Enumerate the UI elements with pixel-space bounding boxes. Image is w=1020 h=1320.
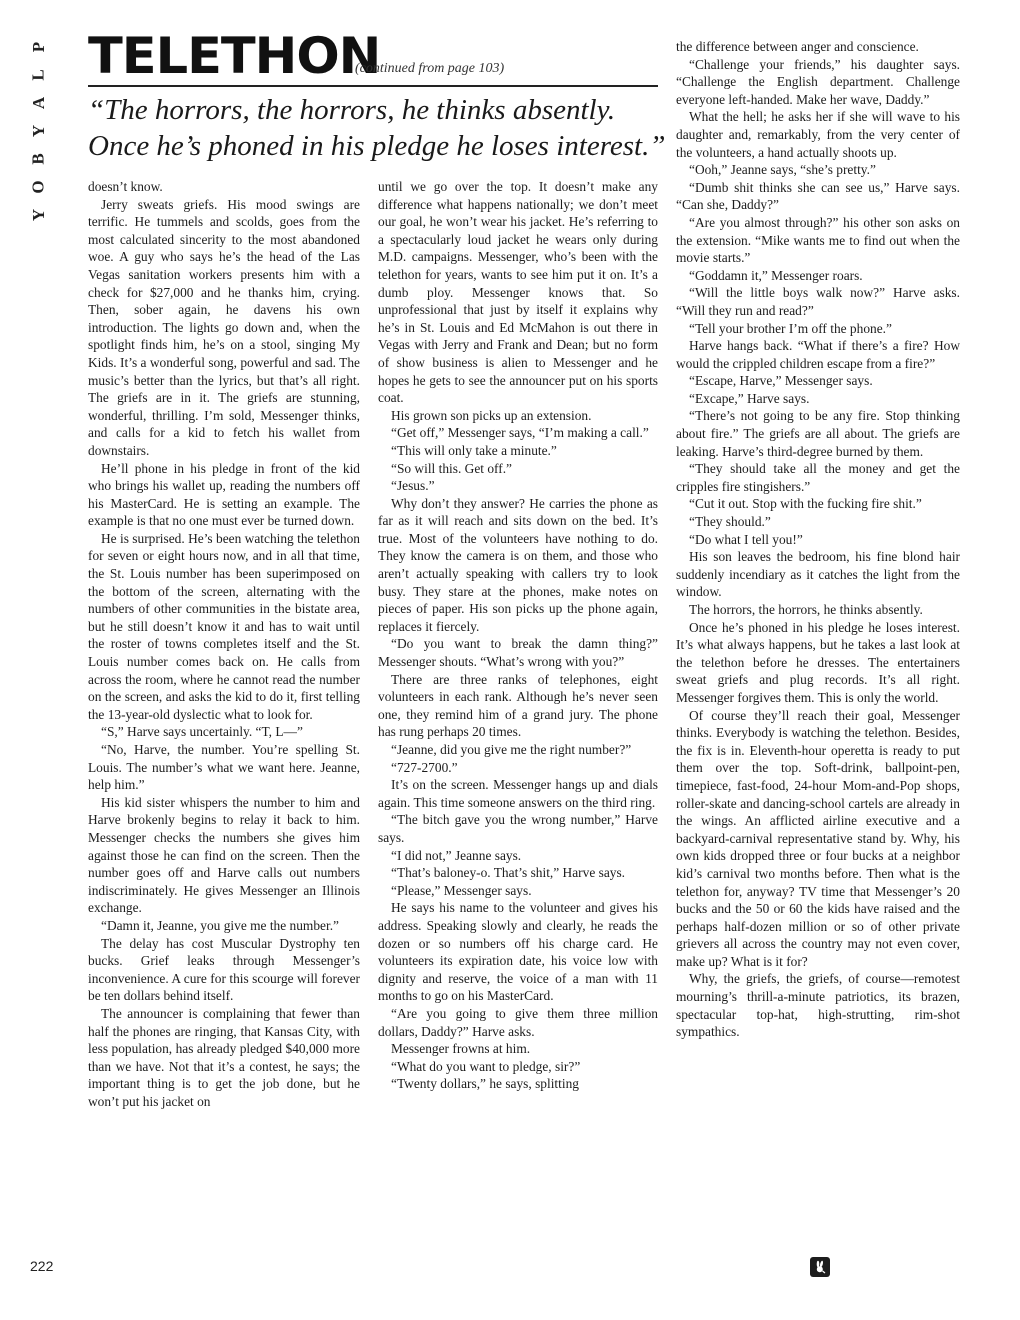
paragraph: “S,” Harve says uncertainly. “T, L—”	[101, 724, 303, 740]
pull-quote: “The horrors, the horrors, he thinks absently. Once he’s phoned in his pledge he loses interest.”	[88, 94, 666, 162]
paragraph: The delay has cost Muscular Dystrophy ten bucks. Grief leaks through Messenger’s inconvenience. A cure for this scourge will forever be ten dollars behind itself.	[88, 935, 360, 1004]
paragraph: “That’s baloney-o. That’s shit,” Harve says.	[391, 865, 626, 881]
paragraph: “I did not,” Jeanne says.	[391, 847, 522, 863]
paragraph: Harve hangs back. “What if there’s a fire? How would the crippled children escape from a fire?”	[676, 338, 960, 371]
magazine-letter: O	[28, 180, 48, 194]
magazine-letter: P	[28, 41, 48, 53]
paragraph: until we go over the top. It doesn’t make any difference what happens nationally; we don’t meet our goal, he won’t wear his jacket. He’s referring to a spectacularly loud jacket he wears only during M.D. campaigns. Messenger, who’s been with the telethon for years, wants to see him put it on. It’s a dumb ploy. Messenger knows that. So unprofessional that just by itself it explains why he’s in St. Louis and Ed McMahon is out there in Vegas with Jerry and Frank and Dean; but no form of show business is alien to Messenger and he hopes he gets to see the announcer put on his sports coat.	[378, 179, 658, 406]
paragraph: “They should take all the money and get the cripples fire stingishers.”	[676, 461, 960, 494]
text-column-1	[88, 178, 360, 1110]
paragraph: His grown son picks up an extension.	[391, 407, 592, 423]
paragraph: “Escape, Harve,” Messenger says.	[689, 373, 873, 389]
paragraph: “Damn it, Jeanne, you give me the number.”	[101, 917, 339, 933]
paragraph: Of course they’ll reach their goal, Messenger thinks. Everybody is watching the telethon. Besides, the fix is in. Eleventh-hour operetta is ready to put them over the top. Soft-drink, ballpoint-pen, timepiece, fast-food, 24-hour Mom-and-Pop shops, roller-skate and dancing-school cartels are already in the wings. An afflicted airline executive and a backyard-carnival representative stand by. Why, his own kids dropped three or four bucks at a neighbor kid’s carnival two months before. Then what is the telethon for, anyway? TV time that Messenger’s 20 bucks and the 50 or 60 the kids have raised and the perhaps half-dozen million or so of other private grievers all across the country may not even cover, make up? What is it for?	[676, 707, 960, 969]
paragraph: Why don’t they answer? He carries the phone as far as it will reach and sits down on the bed. It’s true. Most of the volunteers have nothing to do. They know the camera is on them, and those who aren’t actually speaking with callers try to look busy. They stare at the phones, make notes on pieces of paper. His son picks up the phone again, replaces it fiercely.	[378, 495, 658, 634]
paragraph: What the hell; he asks her if she will wave to his daughter and, remarkably, from the very center of the volunteers, a hand actually shoots up.	[676, 109, 960, 160]
paragraph: “Do you want to break the damn thing?” Messenger shouts. “What’s wrong with you?”	[378, 636, 658, 670]
paragraph: the difference between anger and conscience.	[676, 39, 919, 54]
paragraph: He’ll phone in his pledge in front of the kid who brings his wallet up, reading the numbers off his MasterCard. He is setting an example. The example is that no one must ever be turned down.	[88, 460, 360, 529]
text-column-3	[676, 38, 960, 1041]
paragraph: “Challenge your friends,” his daughter says. “Challenge the English department. Challenge everyone left-handed. Make her wave, Daddy.”	[676, 56, 960, 107]
magazine-letter: B	[29, 153, 48, 165]
text-column-2	[378, 178, 658, 1093]
magazine-name-vertical	[28, 38, 50, 224]
paragraph: He says his name to the volunteer and gives his address. Speaking slowly and clearly, he reads the dozen or so numbers off his charge card. He volunteers its expiration date, his voice low with dignity and reserve, the voice of a man with 11 months to go on his MasterCard.	[378, 900, 658, 1004]
paragraph: “There’s not going to be any fire. Stop thinking about fire.” The griefs are all about. The griefs are leaking. Harve’s third-degree burned by them.	[676, 408, 960, 459]
magazine-letter: L	[29, 69, 48, 81]
paragraph: “Do what I tell you!”	[689, 531, 803, 547]
paragraph: “Cut it out. Stop with the fucking fire shit.”	[689, 496, 922, 512]
paragraph: “Excape,” Harve says.	[689, 390, 810, 406]
paragraph: There are three ranks of telephones, eight volunteers in each rank. Although he’s never seen one, they remind him of a grand jury. The phone has rung perhaps 20 times.	[378, 671, 658, 740]
paragraph: “Jesus.”	[391, 478, 435, 494]
paragraph: It’s on the screen. Messenger hangs up and dials again. This time someone answers on the third ring.	[378, 777, 658, 810]
paragraph: doesn’t know.	[88, 179, 163, 194]
paragraph: “This will only take a minute.”	[391, 442, 557, 458]
paragraph: “Please,” Messenger says.	[391, 882, 532, 898]
article-title: TELETHON	[88, 27, 381, 85]
magazine-letter: Y	[29, 124, 48, 138]
continued-note: (continued from page 103)	[355, 61, 505, 76]
paragraph: “Will the little boys walk now?” Harve asks. “Will they run and read?”	[676, 285, 960, 318]
paragraph: “Are you almost through?” his other son asks on the extension. “Mike wants me to find out when the movie starts.”	[676, 214, 960, 266]
paragraph: His kid sister whispers the number to him and Harve brokenly begins to relay it back to him. Messenger checks the numbers she gives him against those he can find on the screen. Then the number goes off and Harve calls out numbers indiscriminately. He gives Messenger an Illinois exchange.	[88, 794, 360, 916]
magazine-letter: A	[29, 96, 48, 110]
paragraph: “They should.”	[689, 514, 771, 530]
paragraph: “Jeanne, did you give me the right number?”	[391, 742, 632, 757]
paragraph: “Ooh,” Jeanne says, “she’s pretty.”	[689, 162, 876, 178]
paragraph: Why, the griefs, the griefs, of course—remotest mourning’s thrill-a-minute patriotics, its brazen, spectacular top-hat, high-strutting, rim-shot sympathics.	[676, 971, 960, 1040]
paragraph: “The bitch gave you the wrong number,” Harve says.	[378, 812, 658, 845]
paragraph: “Dumb shit thinks she can see us,” Harve says. “Can she, Daddy?”	[676, 179, 960, 213]
paragraph: “Get off,” Messenger says, “I’m making a call.”	[391, 425, 649, 441]
paragraph: “Tell your brother I’m off the phone.”	[689, 320, 892, 336]
paragraph: The horrors, the horrors, he thinks absently.	[689, 602, 923, 617]
paragraph: “Are you going to give them three million dollars, Daddy?” Harve asks.	[378, 1005, 658, 1039]
paragraph: “No, Harve, the number. You’re spelling St. Louis. The number’s what we want here. Jeanne, help him.”	[88, 742, 360, 793]
paragraph: Messenger frowns at him.	[391, 1041, 531, 1057]
paragraph: “Goddamn it,” Messenger roars.	[689, 267, 863, 283]
header-rule	[88, 85, 658, 87]
paragraph: He is surprised. He’s been watching the telethon for seven or eight hours now, and in all that time, the St. Louis number has been superimposed on the bottom of the screen, alternating with the numbers of other communities in the bistate area, but he still doesn’t know it and has to wait until the roster of towns completes itself and the St. Louis number comes back on. He calls from across the room, where he cannot read the number on the screen, and asks the kid to do it, first telling the 13-year-old dyslectic what to look for.	[88, 530, 360, 722]
page-number: 222	[30, 1258, 54, 1274]
paragraph: Once he’s phoned in his pledge he loses interest. It’s what always happens, but he takes a last look at the telethon before he dresses. The entertainers sweat griefs and plug records. It’s all right. Messenger forgives them. This is only the world.	[676, 619, 960, 705]
paragraph: The announcer is complaining that fewer than half the phones are ringing, that Kansas City, with less population, has already pledged $40,000 more than we have. Not that it’s a contest, he says; the important thing is to get the job done, but he won’t put his jacket on	[88, 1005, 360, 1109]
paragraph: His son leaves the bedroom, his fine blond hair suddenly incendiary as it catches the light from the window.	[676, 549, 960, 600]
magazine-letter: Y	[29, 208, 48, 222]
playboy-rabbit-icon	[810, 1257, 830, 1277]
article-header	[88, 28, 648, 84]
paragraph: “What do you want to pledge, sir?”	[391, 1058, 581, 1074]
paragraph: “So will this. Get off.”	[391, 460, 512, 476]
rabbit-head-icon	[813, 1260, 827, 1274]
paragraph: “Twenty dollars,” he says, splitting	[391, 1076, 579, 1092]
paragraph: “727-2700.”	[391, 759, 458, 775]
paragraph: Jerry sweats griefs. His mood swings are terrific. He tummels and scolds, goes from the most calculated sincerity to the most abandoned woe. A guy who says he’s the head of the Las Vegas sanitation workers presents him with a check for $27,000 and he thanks him, crying. Then, sober again, he davens his own introduction. The lights go down and, when the spotlight finds him, he’s on a stool, singing My Kids. It’s a wonderful song, powerful and sad. The music’s better than the lyrics, but that’s all right. The griefs are in it. The griefs are stunning, wonderful, thrilling. I’m sold, Messenger thinks, and calls for a kid to fetch his wallet from downstairs.	[88, 196, 360, 458]
